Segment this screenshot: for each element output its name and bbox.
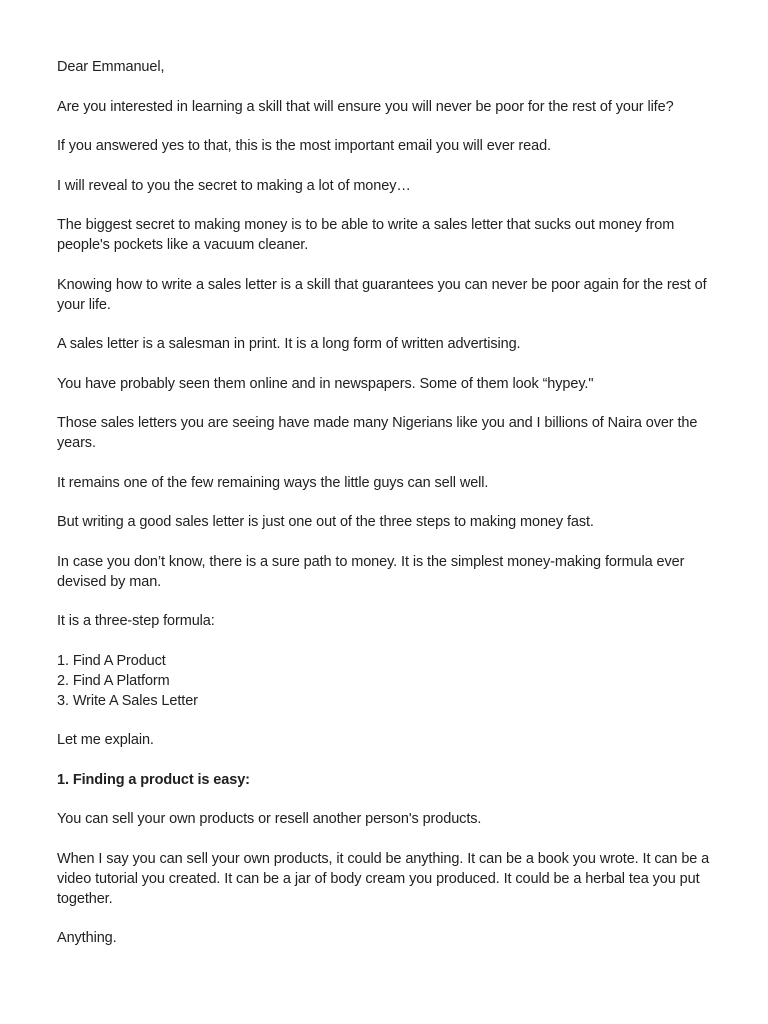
paragraph-15: When I say you can sell your own products, it could be anything. It can be a book you wrote. It can be a video tutorial you created. It can be a jar of body cream you produced. It could be a herbal tea you put together.	[57, 850, 710, 907]
paragraph-14: You can sell your own products or resell another person's products.	[57, 811, 482, 827]
paragraph-12: It is a three-step formula:	[57, 613, 215, 629]
paragraph-11: In case you don’t know, there is a sure path to money. It is the simplest money-making formula ever devised by man.	[57, 553, 685, 590]
list-item: 1. Find A Product	[57, 652, 166, 669]
paragraph-16: Anything.	[57, 930, 117, 946]
email-body	[57, 57, 717, 968]
paragraph-2: If you answered yes to that, this is the most important email you will ever read.	[57, 138, 551, 154]
paragraph-4: The biggest secret to making money is to be able to write a sales letter that sucks out money from people's pockets like a vacuum cleaner.	[57, 217, 675, 253]
paragraph-6: A sales letter is a salesman in print. It is a long form of written advertising.	[57, 336, 521, 352]
paragraph-5: Knowing how to write a sales letter is a skill that guarantees you can never be poor again for the rest of your life.	[57, 276, 707, 313]
paragraph-1: Are you interested in learning a skill that will ensure you will never be poor for the rest of your life?	[57, 98, 674, 115]
list-item: 2. Find A Platform	[57, 672, 170, 689]
paragraph-7: You have probably seen them online and in newspapers. Some of them look “hypey."	[57, 375, 594, 392]
paragraph-10: But writing a good sales letter is just one out of the three steps to making money fast.	[57, 514, 594, 530]
three-step-list	[57, 651, 717, 711]
paragraph-8: Those sales letters you are seeing have made many Nigerians like you and I billions of Naira over the years.	[57, 415, 698, 451]
list-item: 3. Write A Sales Letter	[57, 692, 198, 709]
paragraph-9: It remains one of the few remaining ways the little guys can sell well.	[57, 474, 489, 491]
greeting: Dear Emmanuel,	[57, 59, 165, 75]
paragraph-13: Let me explain.	[57, 732, 154, 748]
section-heading-1: 1. Finding a product is easy:	[57, 771, 250, 788]
paragraph-3: I will reveal to you the secret to making a lot of money…	[57, 177, 411, 194]
